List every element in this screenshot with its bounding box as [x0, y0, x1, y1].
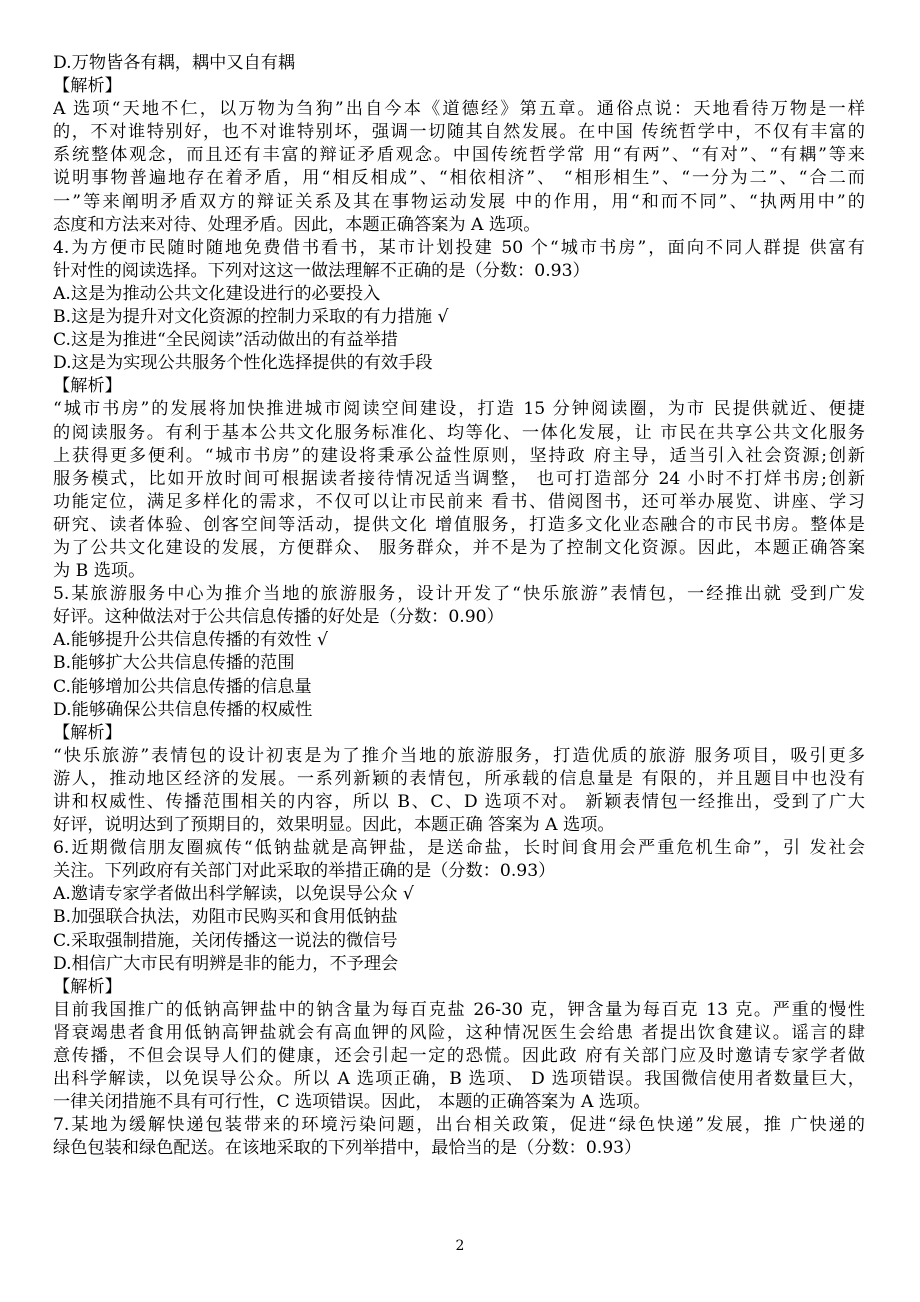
- text-line: 系统整体观念，而且还有丰富的辩证矛盾观念。中国传统哲学常 用“有两”、“有对”、“有耦”等来: [53, 145, 865, 166]
- text-line: 6.近期微信朋友圈疯传“低钠盐就是高钾盐，是送命盐，长时间食用会严重危机生命”，引 发社会: [53, 838, 865, 859]
- document-body: [53, 52, 865, 1161]
- text-line: D.万物皆各有耦，耦中又自有耦: [53, 53, 296, 73]
- text-line: 【解析】: [53, 976, 122, 997]
- text-line: B.这是为提升对文化资源的控制力采取的有力措施 √: [53, 307, 449, 328]
- text-line: C.采取强制措施，关闭传播这一说法的微信号: [53, 930, 398, 951]
- text-line: 一”等来阐明矛盾双方的辩证关系及其在事物运动发展 中的作用，用“和而不同”、“执两用中”的: [53, 191, 865, 212]
- text-line: 出科学解读，以免误导公众。所以 A 选项正确，B 选项、 D 选项错误。我国微信使用者数量巨大，: [53, 1069, 865, 1090]
- text-line: 5.某旅游服务中心为推介当地的旅游服务，设计开发了“快乐旅游”表情包，一经推出就 受到广发: [53, 584, 865, 605]
- text-line: D.这是为实现公共服务个性化选择提供的有效手段: [53, 353, 433, 374]
- text-line: 研究、读者体验、创客空间等活动，提供文化 增值服务，打造多文化业态融合的市民书房。整体是: [53, 514, 865, 535]
- text-line: 态度和方法来对待、处理矛盾。因此，本题正确答案为 A 选项。: [53, 214, 541, 235]
- text-line: 7.某地为缓解快递包装带来的环境污染问题，出台相关政策，促进“绿色快递”发展，推 广快递的: [53, 1115, 865, 1136]
- text-line: 讲和权威性、传播范围相关的内容，所以 B、C、D 选项不对。 新颖表情包一经推出，受到了广大: [53, 792, 865, 812]
- text-line: A.能够提升公共信息传播的有效性 √: [53, 630, 328, 651]
- text-line: 目前我国推广的低钠高钾盐中的钠含量为每百克盐 26-30 克，钾含量为每百克 13 克。严重的慢性: [53, 999, 865, 1020]
- text-line: A.这是为推动公共文化建设进行的必要投入: [53, 283, 381, 304]
- text-line: 上获得更多便利。“城市书房”的建设将秉承公益性原则，坚持政 府主导，适当引入社会资源;创新: [53, 445, 865, 466]
- text-line: 【解析】: [53, 722, 122, 743]
- text-line: 好评。这种做法对于公共信息传播的好处是（分数：0.90）: [53, 607, 504, 628]
- text-line: 绿色包装和绿色配送。在该地采取的下列举措中，最恰当的是（分数：0.93）: [53, 1138, 642, 1159]
- text-line: 【解析】: [53, 376, 122, 397]
- text-line: 好评，说明达到了预期目的，效果明显。因此，本题正确 答案为 A 选项。: [53, 815, 615, 836]
- text-line: B.加强联合执法，劝阻市民购买和食用低钠盐: [53, 907, 398, 928]
- text-line: 肾衰竭患者食用低钠高钾盐就会有高血钾的风险，这种情况医生会给患 者提出饮食建议。谣言的肆: [53, 1022, 865, 1043]
- text-line: 服务模式，比如开放时间可根据读者接待情况适当调整， 也可打造部分 24 小时不打烊书房;创新: [53, 468, 865, 489]
- text-line: 一律关闭措施不具有可行性，C 选项错误。因此， 本题的正确答案为 A 选项。: [53, 1092, 651, 1113]
- text-line: 4.为方便市民随时随地免费借书看书，某市计划投建 50 个“城市书房”，面向不同人群提 供富有: [53, 237, 865, 258]
- text-line: C.能够增加公共信息传播的信息量: [53, 676, 312, 697]
- text-line: 的，不对谁特别好，也不对谁特别坏，强调一切随其自然发展。在中国 传统哲学中，不仅有丰富的: [53, 122, 865, 143]
- text-line: 【解析】: [53, 76, 122, 97]
- text-line: 说明事物普遍地存在着矛盾，用“相反相成”、“相依相济”、 “相形相生”、“一分为二”、“合二而: [53, 168, 865, 189]
- text-line: D.相信广大市民有明辨是非的能力，不予理会: [53, 953, 399, 974]
- text-line: 为了公共文化建设的发展，方便群众、 服务群众，并不是为了控制文化资源。因此，本题正确答案: [53, 537, 865, 558]
- text-line: C.这是为推进“全民阅读”活动做出的有益举措: [53, 330, 398, 351]
- text-line: A 选项“天地不仁，以万物为刍狗”出自今本《道德经》第五章。通俗点说：天地看待万物是一样: [53, 99, 865, 120]
- text-line: 为 B 选项。: [53, 561, 146, 582]
- text-line: “快乐旅游”表情包的设计初衷是为了推介当地的旅游服务，打造优质的旅游 服务项目，吸引更多: [53, 745, 865, 766]
- text-line: 针对性的阅读选择。下列对这这一做法理解不正确的是（分数：0.93）: [53, 260, 590, 281]
- text-line: 的阅读服务。有利于基本公共文化服务标准化、均等化、一体化发展，让 市民在共享公共文化服务: [53, 422, 865, 443]
- text-line: 意传播，不但会误导人们的健康，还会引起一定的恐慌。因此政 府有关部门应及时邀请专家学者做: [53, 1046, 865, 1067]
- text-line: 游人，推动地区经济的发展。一系列新颖的表情包，所承载的信息量是 有限的，并且题目中也没有: [53, 768, 865, 789]
- text-line: D.能够确保公共信息传播的权威性: [53, 699, 313, 720]
- text-line: B.能够扩大公共信息传播的范围: [53, 653, 295, 674]
- text-line: 功能定位，满足多样化的需求，不仅可以让市民前来 看书、借阅图书，还可举办展览、讲座、学习: [53, 491, 865, 512]
- text-line: A.邀请专家学者做出科学解读，以免误导公众 √: [53, 884, 414, 905]
- page-number: 2: [455, 1238, 465, 1254]
- text-line: “城市书房”的发展将加快推进城市阅读空间建设，打造 15 分钟阅读圈，为市 民提供就近、便捷: [53, 399, 865, 420]
- text-line: 关注。下列政府有关部门对此采取的举措正确的是（分数：0.93）: [53, 861, 556, 882]
